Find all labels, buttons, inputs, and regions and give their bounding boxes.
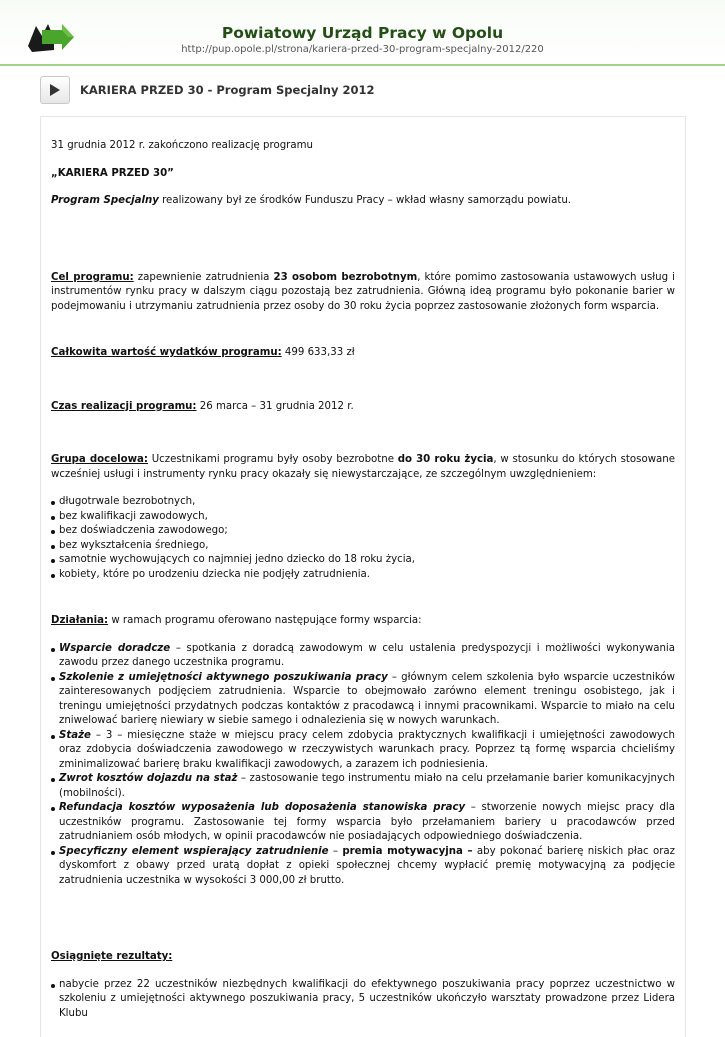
list-item: samotnie wychowujących co najmniej jedno dziecko do 18 roku życia, [51, 553, 675, 568]
page-title-row [40, 76, 690, 106]
results-list [51, 978, 675, 1022]
actions-paragraph [51, 614, 675, 629]
cost-paragraph [51, 346, 675, 361]
target-label: Grupa docelowa: [51, 454, 148, 465]
list-item [51, 671, 675, 729]
target-paragraph [51, 453, 675, 482]
actions-text: w ramach programu oferowano następujące formy wsparcia: [108, 615, 422, 626]
action-title: Refundacja kosztów wyposażenia lub doposażenia stanowiska pracy [59, 802, 466, 813]
list-item: bez kwalifikacji zawodowych, [51, 510, 675, 525]
list-item [51, 772, 675, 801]
site-url[interactable]: http://pup.opole.pl/strona/kariera-przed-30-program-specjalny-2012/220 [181, 44, 544, 55]
goal-strong: 23 osobom bezrobotnym [273, 271, 418, 283]
list-item: bez doświadczenia zawodowego; [51, 524, 675, 539]
results-paragraph [51, 950, 675, 965]
actions-list [51, 642, 675, 889]
list-item: kobiety, które po urodzeniu dziecka nie podjęły zatrudnienia. [51, 568, 675, 583]
cost-label: Całkowita wartość wydatków programu: [51, 347, 282, 358]
action-title: Wsparcie doradcze [59, 642, 171, 654]
action-title: Staże [59, 729, 91, 741]
site-title: Powiatowy Urząd Pracy w Opolu [221, 24, 504, 42]
action-sep: – [328, 845, 343, 857]
list-item [51, 729, 675, 773]
target-text-b: , w stosunku do których stosowane wcześniej usługi i instrumenty rynku pracy okazały się niewystarczające, ze szczególnym uwzględnieniem: [51, 454, 675, 480]
list-item [51, 642, 675, 671]
action-desc: aby pokonać barierę niskich płac oraz dyskomfort z obawy przed uratą dopłat z opieki społecznej chcemy wypłacić premię motywacyjną za podjęcie zatrudnienia uczestnika w wysokości 3 000,00 zł brutto. [59, 845, 675, 886]
action-title: Szkolenie z umiejętności aktywnego poszukiwania pracy [59, 671, 388, 683]
site-header [0, 0, 725, 66]
period-label: Czas realizacji programu: [51, 400, 197, 412]
goal-text-b: , które pomimo zastosowania ustawowych usług i instrumentów rynku pracy w dalszym ciągu pozostają bez zatrudnienia. Główną ideą programu było pokonanie barier w podejmowaniu i utrzymaniu zatrudnienia przez osoby do 30 roku życia poprzez zastosowanie złożonych form wsparcia. [51, 271, 676, 312]
goal-text-a: zapewnienie zatrudnienia [133, 271, 274, 283]
play-button[interactable] [40, 76, 70, 104]
special-program-desc: realizowany był ze środków Funduszu Pracy – wkład własny samorządu powiatu. [158, 195, 572, 206]
results-label: Osiągnięte rezultaty: [51, 951, 173, 962]
target-text-a: Uczestnikami programu były osoby bezrobotne [147, 454, 398, 465]
action-title: Zwrot kosztów dojazdu na staż [59, 773, 238, 784]
page-title: KARIERA PRZED 30 - Program Specjalny 2012 [80, 83, 375, 97]
list-item: bez wykształcenia średniego, [51, 539, 675, 554]
period-value: 26 marca – 31 grudnia 2012 r. [196, 400, 354, 412]
list-item: nabycie przez 22 uczestników niezbędnych kwalifikacji do efektywnego poszukiwania pracy poprzez uczestnictwo w szkoleniu z umiejętności aktywnego poszukiwania pracy, 5 uczestników ukończyło warsztaty prowadzone przez Lidera Klubu [51, 978, 675, 1022]
list-item [51, 845, 675, 889]
actions-label: Działania: [51, 615, 109, 626]
action-title-2: premia motywacyjna – [342, 845, 473, 857]
list-item [51, 801, 675, 845]
special-program-label: Program Specjalny [51, 195, 159, 206]
list-item: długotrwale bezrobotnych, [51, 495, 675, 510]
goal-paragraph [51, 271, 675, 315]
play-arrow-icon [50, 84, 60, 96]
intro-text: 31 grudnia 2012 r. zakończono realizację programu [51, 140, 313, 151]
program-name: „KARIERA PRZED 30” [51, 167, 174, 179]
action-desc: – głównym celem szkolenia było wsparcie uczestników zainteresowanych podjęciem zatrudnienia. Wsparcie to obejmowało zarówno element treningu osobistego, jak i treningu umiejętności przydatnych podczas kontaktów z pracodawcą i innymi pracownikami. Wsparcie to miało na celu zniwelować barierę niewiary w siebie samego i odnalezienia się w nowych warunkach. [59, 671, 675, 726]
target-strong: do 30 roku życia [397, 454, 494, 465]
action-desc: – 3 – miesięczne staże w miejscu pracy celem zdobycia praktycznych kwalifikacji i umiejętności zawodowych oraz zdobycia doświadczenia zawodowego w rzeczywistych warunkach pracy. Poprzez tą formę wsparcia chcieliśmy zminimalizować barierę braku kwalifikacji zawodowych, a zarazem ich podniesienia. [59, 729, 675, 770]
period-paragraph [51, 400, 675, 415]
action-desc: – zastosowanie tego instrumentu miało na celu przełamanie barier komunikacyjnych (mobilności). [59, 773, 675, 799]
action-desc: – spotkania z doradcą zawodowym w celu ustalenia predyspozycji i możliwości wykonywania zawodu przez danego uczestnika programu. [59, 642, 676, 668]
special-program-text [51, 194, 675, 209]
article-content [40, 116, 686, 1037]
goal-label: Cel programu: [51, 271, 134, 283]
cost-value: 499 633,33 zł [281, 347, 355, 358]
action-title: Specyficzny element wspierający zatrudnienie [59, 845, 329, 857]
target-list [51, 495, 675, 582]
action-desc: – stworzenie nowych miejsc pracy dla uczestników programu. Zastosowanie tej formy wsparcia było przełamaniem bariery u pracodawców przed zatrudnianiem osób młodych, w opinii pracodawców nie posiadających odpowiedniego doświadczenia. [59, 802, 675, 842]
